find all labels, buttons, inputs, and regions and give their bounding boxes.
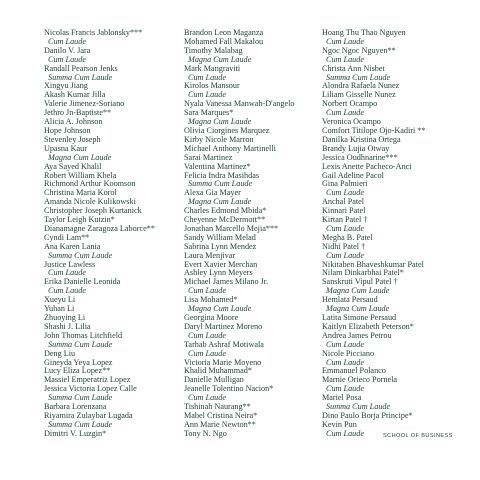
graduate-entry (184, 65, 324, 83)
graduate-entry (322, 278, 462, 296)
graduate-column-1 (44, 29, 184, 439)
graduate-name: Mohamed Fall Makalou (184, 36, 264, 46)
graduate-name: Taylor Leigh Kutzin* (44, 215, 115, 225)
graduate-name: Sabrina Lynn Mendez (184, 241, 257, 251)
graduate-name: Brandy Lujia Otway (322, 143, 390, 153)
school-name-footer: SCHOOL OF BUSINESS (383, 433, 453, 439)
graduate-name: Olivia Ciorgines Marquez (184, 125, 270, 135)
graduate-name: Comfort Titilope Ojo-Kadiri ** (322, 125, 426, 135)
graduate-name: Megha B. Patel (322, 232, 373, 242)
graduate-name: Mark Mangraviti (184, 63, 241, 73)
graduate-name: Randall Pearson Jenks (44, 63, 118, 73)
graduate-name: Xueyu Li (44, 295, 76, 305)
latin-honor: Cum Laude (188, 286, 226, 296)
latin-honor: Magna Cum Laude (188, 197, 252, 207)
latin-honor: Cum Laude (188, 72, 226, 82)
graduate-name: Michael Anthony Martinelli (184, 143, 276, 153)
graduate-name: Kaitlyn Elizabeth Peterson* (322, 321, 414, 331)
graduate-name: Justice Lawless (44, 259, 96, 269)
graduate-entry (184, 323, 324, 341)
graduate-name: Jessica Oudhnarine*** (322, 152, 398, 162)
latin-honor: Cum Laude (48, 268, 86, 278)
graduate-entry (322, 100, 462, 118)
graduate-name: Christopher Joseph Kurtanick (44, 206, 142, 216)
graduate-entry (44, 261, 184, 279)
graduate-name: Jeanelle Tolentino Nacion* (184, 384, 274, 394)
graduate-name: Nilam Dinkarbhai Patel* (322, 268, 404, 278)
graduate-entry (184, 296, 324, 314)
graduate-name: Danilo V. Jara (44, 45, 91, 55)
graduate-name: Michael James Milano Jr. (184, 277, 269, 287)
graduate-name: Laura Menjivar (184, 250, 236, 260)
graduate-name: Amanda Nicole Kulikowski (44, 197, 136, 207)
graduate-name: Kirby Nicole Marron (184, 134, 254, 144)
graduate-name: Norbert Ocampo (322, 99, 378, 109)
graduate-name: Dimitri V. Luzgin* (44, 428, 107, 438)
graduate-name: Danilka Kristina Ortega (322, 134, 401, 144)
graduate-name: Ann Marie Newton** (184, 419, 256, 429)
latin-honor: Cum Laude (48, 36, 86, 46)
graduate-entry (322, 243, 462, 261)
graduate-entry (184, 189, 324, 207)
graduate-entry (44, 243, 184, 261)
latin-honor: Cum Laude (326, 54, 364, 64)
graduate-name: Ana Karen Lania (44, 241, 101, 251)
graduate-name: Stevenley Joseph (44, 134, 101, 144)
graduate-name: Massiel Emperatriz Lopez (44, 375, 131, 385)
graduate-name: Victoria Marie Moyeno (184, 357, 262, 367)
latin-honor: Summa Cum Laude (326, 402, 391, 412)
graduate-entry (184, 341, 324, 359)
graduate-name: Xingyu Jiang (44, 81, 88, 91)
graduate-name: Riyamira Zulaybar Lugada (44, 410, 133, 420)
latin-honor: Cum Laude (326, 223, 364, 233)
latin-honor: Summa Cum Laude (48, 393, 113, 403)
graduate-entry (184, 278, 324, 296)
graduate-name: Tony N. Ngo (184, 428, 227, 438)
graduate-name: Cyndi Lam** (44, 232, 90, 242)
graduate-entry (322, 376, 462, 394)
graduate-name: Veronica Ocampo (322, 117, 381, 127)
graduate-name: Emmanuel Polanco (322, 366, 386, 376)
latin-honor: Summa Cum Laude (48, 72, 113, 82)
graduate-entry (322, 180, 462, 198)
graduate-name: Kirtan Patel † (322, 215, 368, 225)
graduate-name: Kirolos Mansour (184, 81, 240, 91)
graduate-name: Richmond Arthur Koomson (44, 179, 136, 189)
graduate-entry (184, 82, 324, 100)
graduate-name: Gineyda Yeya Lopez (44, 357, 113, 367)
graduate-name: Upasna Kaur (44, 143, 87, 153)
graduate-name: Hoang Thu Thao Nguyen (322, 28, 406, 37)
graduate-entry (184, 109, 324, 127)
graduate-entry (322, 29, 462, 47)
graduate-name: Deng Liu (44, 348, 76, 358)
latin-honor: Summa Cum Laude (326, 72, 391, 82)
latin-honor: Magna Cum Laude (188, 304, 252, 314)
latin-honor: Cum Laude (326, 384, 364, 394)
graduate-entry (44, 278, 184, 296)
latin-honor: Cum Laude (326, 188, 364, 198)
graduate-name: Lucy Eliza Lopez** (44, 366, 111, 376)
graduate-entry (322, 350, 462, 368)
graduate-name: Alondra Rafaela Nunez (322, 81, 400, 91)
graduate-name: Nikitaben Bhaveshkumar Patel (322, 259, 424, 269)
graduate-name: Sarai Martinez (184, 152, 233, 162)
graduate-name: Christina Maria Korol (44, 188, 117, 198)
graduate-name: Alexa Gia Mayer (184, 188, 241, 198)
graduate-name: Felicia Indra Masihdas (184, 170, 260, 180)
graduate-name: Shashi J. Lilia (44, 321, 91, 331)
graduate-name: Gina Palmieri (322, 179, 368, 189)
latin-honor: Summa Cum Laude (48, 250, 113, 260)
graduate-name: Erika Danielle Leonida (44, 277, 121, 287)
graduate-name: Tarhab Ashraf Motiwala (184, 339, 264, 349)
graduate-name: Evert Xavier Merchan (184, 259, 258, 269)
latin-honor: Magna Cum Laude (326, 304, 390, 314)
graduate-entry (44, 412, 184, 430)
latin-honor: Cum Laude (326, 250, 364, 260)
graduate-name: Nicolas Francis Jablonsky*** (44, 28, 143, 37)
graduate-column-2 (184, 29, 324, 439)
latin-honor: Cum Laude (326, 357, 364, 367)
latin-honor: Magna Cum Laude (188, 117, 252, 127)
latin-honor: Magna Cum Laude (326, 286, 390, 296)
graduate-entry (44, 332, 184, 350)
graduate-name: Dianamagne Zaragoza Laborce** (44, 223, 155, 233)
graduate-name: Ashley Lynn Meyers (184, 268, 253, 278)
graduate-entry (322, 216, 462, 234)
graduate-entry (322, 296, 462, 314)
latin-honor: Cum Laude (326, 36, 364, 46)
graduate-name: Barbara Lorenzana (44, 402, 107, 412)
graduate-name: Valerie Jimenez-Soriano (44, 99, 125, 109)
graduate-name: Jethro Jn-Baptiste** (44, 108, 112, 118)
graduate-name: Yuhan Li (44, 304, 75, 314)
graduate-entry (184, 385, 324, 403)
latin-honor: Cum Laude (188, 330, 226, 340)
graduate-name: Nicole Picciano (322, 348, 375, 358)
graduate-name: Nyala Vanessa Manwah-D'angelo (184, 99, 295, 109)
latin-honor: Cum Laude (326, 339, 364, 349)
graduate-entry (44, 385, 184, 403)
graduate-name: Timothy Malabag (184, 45, 243, 55)
latin-honor: Cum Laude (48, 54, 86, 64)
graduate-name: Lisa Mohamed* (184, 295, 238, 305)
graduate-entry (44, 29, 184, 47)
latin-honor: Cum Laude (326, 108, 364, 118)
latin-honor: Summa Cum Laude (188, 179, 253, 189)
graduate-entry (44, 47, 184, 65)
graduate-name: Dino Paulo Borja Principe* (322, 410, 413, 420)
graduate-name: Lexis Anette Pacheco-Anci (322, 161, 412, 171)
graduate-name: Kevin Pun (322, 419, 357, 429)
graduate-entry (184, 47, 324, 65)
graduate-name: Mabel Cristina Neira* (184, 410, 258, 420)
graduate-name: Brandon Leon Maganza (184, 28, 264, 37)
latin-honor: Magna Cum Laude (188, 54, 252, 64)
graduate-name: Mariel Posa (322, 393, 362, 403)
graduate-name: Valentina Martinez* (184, 161, 251, 171)
graduate-name: Ngoc Ngoc Nguyen** (322, 45, 396, 55)
graduate-entry (44, 145, 184, 163)
graduate-name: Daryl Martinez Moreno (184, 321, 263, 331)
graduate-name: Zhuoying Li (44, 313, 86, 322)
graduate-name: Anchal Patel (322, 197, 365, 207)
graduate-entry (322, 332, 462, 350)
graduate-name: Andrea James Petrou (322, 330, 392, 340)
graduate-entry (184, 430, 324, 439)
graduate-entry (44, 65, 184, 83)
graduate-entry (184, 172, 324, 190)
graduate-name: Kinnari Patel (322, 206, 366, 216)
graduate-name: Cheyenne McDermott** (184, 215, 266, 225)
graduate-name: Alicia A. Johnson (44, 117, 103, 127)
graduate-name: Latita Simone Persaud (322, 313, 397, 322)
latin-honor: Summa Cum Laude (48, 419, 113, 429)
graduate-entry (322, 65, 462, 83)
graduate-name: Robert William Khela (44, 170, 117, 180)
graduate-name: Sanskruti Vipul Patel † (322, 277, 398, 287)
graduate-name: Sandy William Melad (184, 232, 256, 242)
graduate-name: Marnie Orieco Pornela (322, 375, 398, 385)
graduate-name: Akash Kumar Jilla (44, 90, 106, 100)
latin-honor: Cum Laude (326, 428, 364, 438)
graduate-name: Khalid Muhammad* (184, 366, 252, 376)
graduate-name: Liliam Gisselle Nunez (322, 90, 396, 100)
graduate-name: John Thomas Litchfield (44, 330, 123, 340)
graduate-name: Gail Adeline Pacol (322, 170, 384, 180)
latin-honor: Cum Laude (188, 393, 226, 403)
graduate-entry (322, 47, 462, 65)
graduate-column-3 (322, 29, 462, 439)
graduate-name: Tishinah Naurang** (184, 402, 251, 412)
latin-honor: Summa Cum Laude (48, 339, 113, 349)
latin-honor: Magna Cum Laude (48, 152, 112, 162)
graduate-name: Jonathan Marcello Mejia*** (184, 223, 279, 233)
latin-honor: Cum Laude (188, 90, 226, 100)
graduate-name: Aya Sayed Khalil (44, 161, 102, 171)
graduate-name: Christa Ann Nisbet (322, 63, 385, 73)
graduate-name: Sara Marques* (184, 108, 234, 118)
graduate-name: Charles Edmond Mbida* (184, 206, 267, 216)
graduate-name: Jessica Victoria Lopez Calle (44, 384, 137, 394)
graduate-name: Georgina Moore (184, 313, 239, 322)
graduate-name: Nidhi Patel † (322, 241, 366, 251)
latin-honor: Cum Laude (48, 286, 86, 296)
graduate-name: Hope Johnson (44, 125, 91, 135)
graduate-name: Hemlata Persaud (322, 295, 378, 305)
graduate-name: Danielle Mulligan (184, 375, 244, 385)
graduate-entry (322, 394, 462, 412)
latin-honor: Cum Laude (188, 348, 226, 358)
graduate-entry (44, 430, 184, 439)
